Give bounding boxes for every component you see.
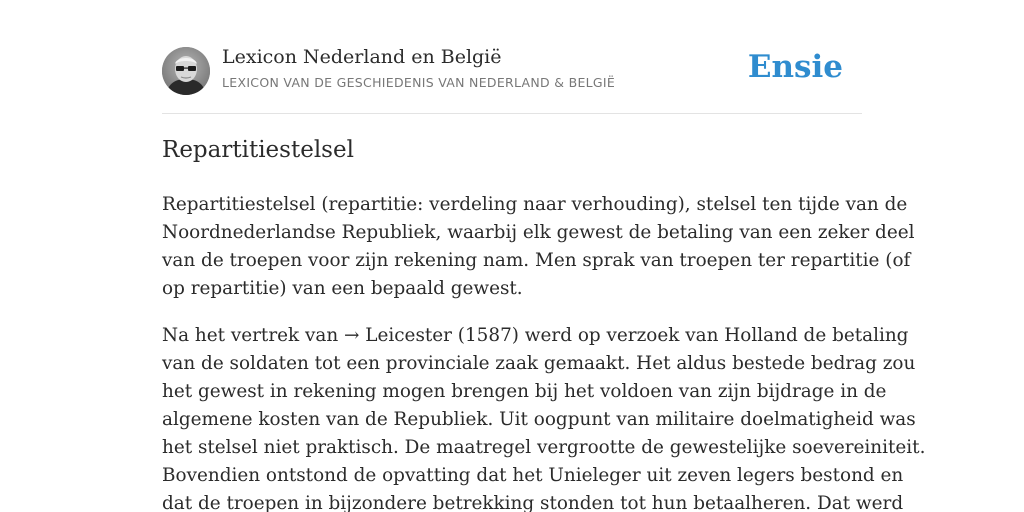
paragraph-line: op repartitie) van een bepaald gewest.: [162, 278, 523, 299]
paragraph-line: Bovendien ontstond de opvatting dat het Unieleger uit zeven legers bestond en: [162, 465, 904, 486]
article-body: [162, 191, 926, 512]
author-avatar[interactable]: [162, 47, 210, 95]
source-name[interactable]: Lexicon Nederland en België: [222, 46, 502, 68]
source-header: [162, 46, 862, 114]
paragraph: [162, 191, 915, 303]
paragraph-line: het stelsel niet praktisch. De maatregel vergrootte de gewestelijke soevereiniteit.: [162, 437, 926, 458]
source-subtitle: LEXICON VAN DE GESCHIEDENIS VAN NEDERLAND & BELGIË: [222, 75, 616, 90]
avatar-photo-icon: [162, 47, 210, 95]
paragraph-line: het gewest in rekening mogen brengen bij het voldoen van zijn bijdrage in de: [162, 381, 887, 402]
paragraph-line: van de troepen voor zijn rekening nam. Men sprak van troepen ter repartitie (of: [162, 250, 911, 271]
paragraph-line: van de soldaten tot een provinciale zaak gemaakt. Het aldus bestede bedrag zou: [162, 353, 916, 374]
ensie-logo[interactable]: Ensie: [747, 49, 843, 85]
article-title: Repartitiestelsel: [162, 137, 354, 163]
paragraph-line: dat de troepen in bijzondere betrekking stonden tot hun betaalheren. Dat werd: [162, 493, 904, 512]
paragraph: [162, 322, 926, 512]
paragraph-line: Noordnederlandse Republiek, waarbij elk gewest de betaling van een zeker deel: [162, 222, 915, 243]
paragraph-line: Repartitiestelsel (repartitie: verdeling naar verhouding), stelsel ten tijde van de: [162, 194, 908, 215]
paragraph-line: Na het vertrek van → Leicester (1587) werd op verzoek van Holland de betaling: [162, 325, 909, 346]
paragraph-line: algemene kosten van de Republiek. Uit oogpunt van militaire doelmatigheid was: [162, 409, 916, 430]
